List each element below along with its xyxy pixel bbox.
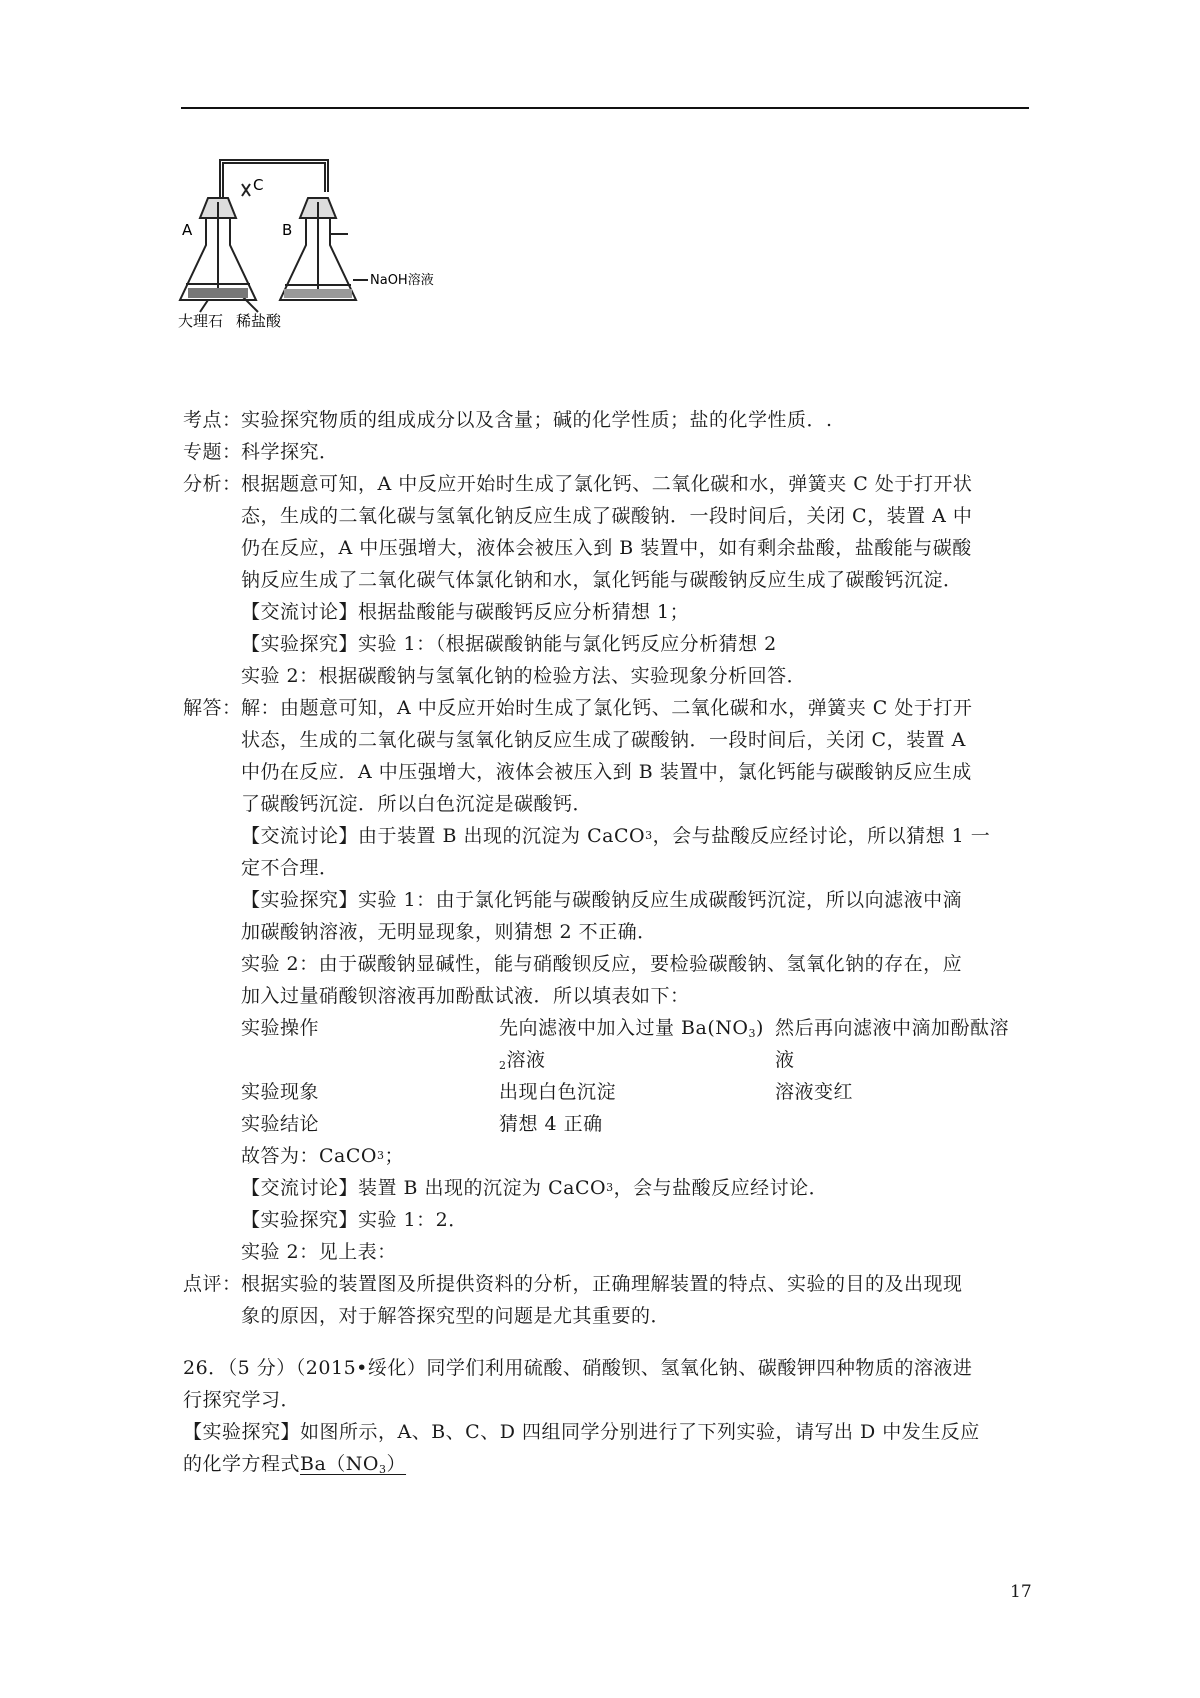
table-cell: 实验现象 [241, 1081, 320, 1103]
subscript: 3 [748, 1027, 756, 1040]
result-table [241, 1012, 1033, 1140]
figure-label-b: B [282, 221, 293, 239]
zhuanti-text: 科学探究． [241, 441, 339, 463]
subscript: 2 [499, 1059, 507, 1072]
answer-text-end: ，会与盐酸反应经讨论． [613, 1177, 829, 1199]
fenxi-line: 态，生成的二氧化碳与氢氧化钠反应生成了碳酸钠．一段时间后，关闭 C，装置 A 中 [241, 505, 973, 527]
header-rule [181, 107, 1029, 109]
jieda-line: 解：由题意可知，A 中反应开始时生成了氯化钙、二氧化碳和水，弹簧夹 C 处于打开 [241, 697, 973, 719]
question-text: 的化学方程式 [183, 1453, 301, 1475]
dianping-row [183, 1268, 1033, 1300]
jieda-label: 解答： [183, 697, 242, 719]
answer-formula-end: ） [386, 1453, 407, 1475]
cell-text: 溶液 [506, 1049, 546, 1071]
answer-line: 实验 2：见上表： [241, 1241, 397, 1263]
jieda-line: 中仍在反应．A 中压强增大，液体会被压入到 B 装置中，氯化钙能与碳酸钠反应生成 [241, 761, 972, 783]
experiment2-line: 实验 2：由于碳酸钠显碱性，能与硝酸钡反应，要检验碳酸钠、氢氧化钠的存在，应 [241, 953, 963, 975]
table-cell: 实验操作 [241, 1017, 320, 1039]
answer-formula: Ba（NO [300, 1453, 380, 1475]
figure-label-c: C [253, 176, 264, 194]
jieda-line: 状态，生成的二氧化碳与氢氧化钠反应生成了碳酸钠．一段时间后，关闭 C，装置 A [241, 729, 966, 751]
fenxi-line: 仍在反应，A 中压强增大，液体会被压入到 B 装置中，如有剩余盐酸，盐酸能与碳酸 [241, 537, 972, 559]
answer-line [241, 1140, 1033, 1172]
question-line [183, 1448, 1033, 1480]
cell-text: 先向滤液中加入过量 Ba(NO [499, 1017, 749, 1039]
discussion-line: 定不合理． [241, 857, 339, 879]
table-row [241, 1012, 1033, 1044]
figure-label-marble: 大理石 [178, 312, 224, 330]
table-cell: 猜想 4 正确 [499, 1113, 603, 1135]
jieda-line: 了碳酸钙沉淀．所以白色沉淀是碳酸钙． [241, 793, 593, 815]
fenxi-line: 实验 2：根据碳酸钠与氢氧化钠的检验方法、实验现象分析回答． [241, 665, 807, 687]
answer-text-end: ； [384, 1145, 404, 1167]
subscript: 3 [376, 1149, 385, 1162]
fenxi-row [183, 468, 1033, 500]
question-line: 行探究学习． [183, 1389, 301, 1411]
solution-content [183, 404, 1033, 1480]
answer-text: 【交流讨论】装置 B 出现的沉淀为 CaCO [241, 1177, 607, 1199]
figure-label-solution: NaOH溶液 [370, 273, 434, 288]
dianping-line: 根据实验的装置图及所提供资料的分析，正确理解装置的特点、实验的目的及出现现 [241, 1273, 963, 1295]
fenxi-line: 【实验探究】实验 1：（根据碳酸钠能与氯化钙反应分析猜想 2 [241, 633, 777, 655]
table-cell [499, 1044, 775, 1076]
table-cell [241, 1044, 499, 1076]
experiment2-line: 加入过量硝酸钡溶液再加酚酞试液．所以填表如下： [241, 985, 690, 1007]
jieda-row [183, 692, 1033, 724]
table-cell: 液 [775, 1049, 795, 1071]
zhuanti-row [183, 436, 1033, 468]
answer-text: 故答为：CaCO [241, 1145, 377, 1167]
discussion-text-end: ，会与盐酸反应经讨论，所以猜想 1 一 [652, 825, 991, 847]
figure-label-acid: 稀盐酸 [236, 312, 282, 330]
kaodian-text: 实验探究物质的组成成分以及含量；碱的化学性质；盐的化学性质．. [241, 409, 833, 431]
fenxi-label: 分析： [183, 473, 242, 495]
kaodian-label: 考点： [183, 409, 242, 431]
fenxi-line: 【交流讨论】根据盐酸能与碳酸钙反应分析猜想 1； [241, 601, 690, 623]
subscript: 3 [379, 1463, 387, 1476]
table-cell: 实验结论 [241, 1113, 320, 1135]
apparatus-diagram [178, 150, 478, 365]
section-gap [183, 1332, 1033, 1352]
answer-line [241, 1172, 1033, 1204]
discussion-line [241, 820, 1033, 852]
figure-label-a: A [182, 221, 193, 239]
apparatus-figure [178, 150, 478, 365]
question-line: 26．（5 分）（2015•绥化）同学们利用硫酸、硝酸钡、氢氧化钠、碳酸钾四种物质的溶液进 [183, 1357, 973, 1379]
table-cell: 出现白色沉淀 [499, 1081, 617, 1103]
experiment1-line: 加碳酸钠溶液，无明显现象，则猜想 2 不正确． [241, 921, 657, 943]
table-row [241, 1044, 1033, 1076]
discussion-text: 【交流讨论】由于装置 B 出现的沉淀为 CaCO [241, 825, 646, 847]
subscript: 3 [645, 829, 653, 842]
fenxi-line: 根据题意可知，A 中反应开始时生成了氯化钙、二氧化碳和水，弹簧夹 C 处于打开状 [241, 473, 973, 495]
table-cell: 然后再向滤液中滴加酚酞溶 [775, 1017, 1010, 1039]
table-row [241, 1108, 1033, 1140]
table-row [241, 1076, 1033, 1108]
question-line: 【实验探究】如图所示，A、B、C、D 四组同学分别进行了下列实验，请写出 D 中发生反应 [183, 1421, 980, 1443]
table-cell [499, 1012, 775, 1044]
zhuanti-label: 专题： [183, 441, 242, 463]
page-number: 17 [1010, 1582, 1032, 1602]
fenxi-line: 钠反应生成了二氧化碳气体氯化钠和水，氯化钙能与碳酸钠反应生成了碳酸钙沉淀． [241, 569, 963, 591]
table-cell: 溶液变红 [775, 1081, 854, 1103]
answer-line: 【实验探究】实验 1：2． [241, 1209, 468, 1231]
subscript: 3 [606, 1181, 614, 1194]
experiment1-line: 【实验探究】实验 1：由于氯化钙能与碳酸钠反应生成碳酸钙沉淀，所以向滤液中滴 [241, 889, 963, 911]
cell-text: ) [755, 1017, 764, 1039]
dianping-line: 象的原因，对于解答探究型的问题是尤其重要的． [241, 1305, 671, 1327]
answer-blank [300, 1448, 412, 1480]
kaodian-row [183, 404, 1033, 436]
dianping-label: 点评： [183, 1273, 242, 1295]
